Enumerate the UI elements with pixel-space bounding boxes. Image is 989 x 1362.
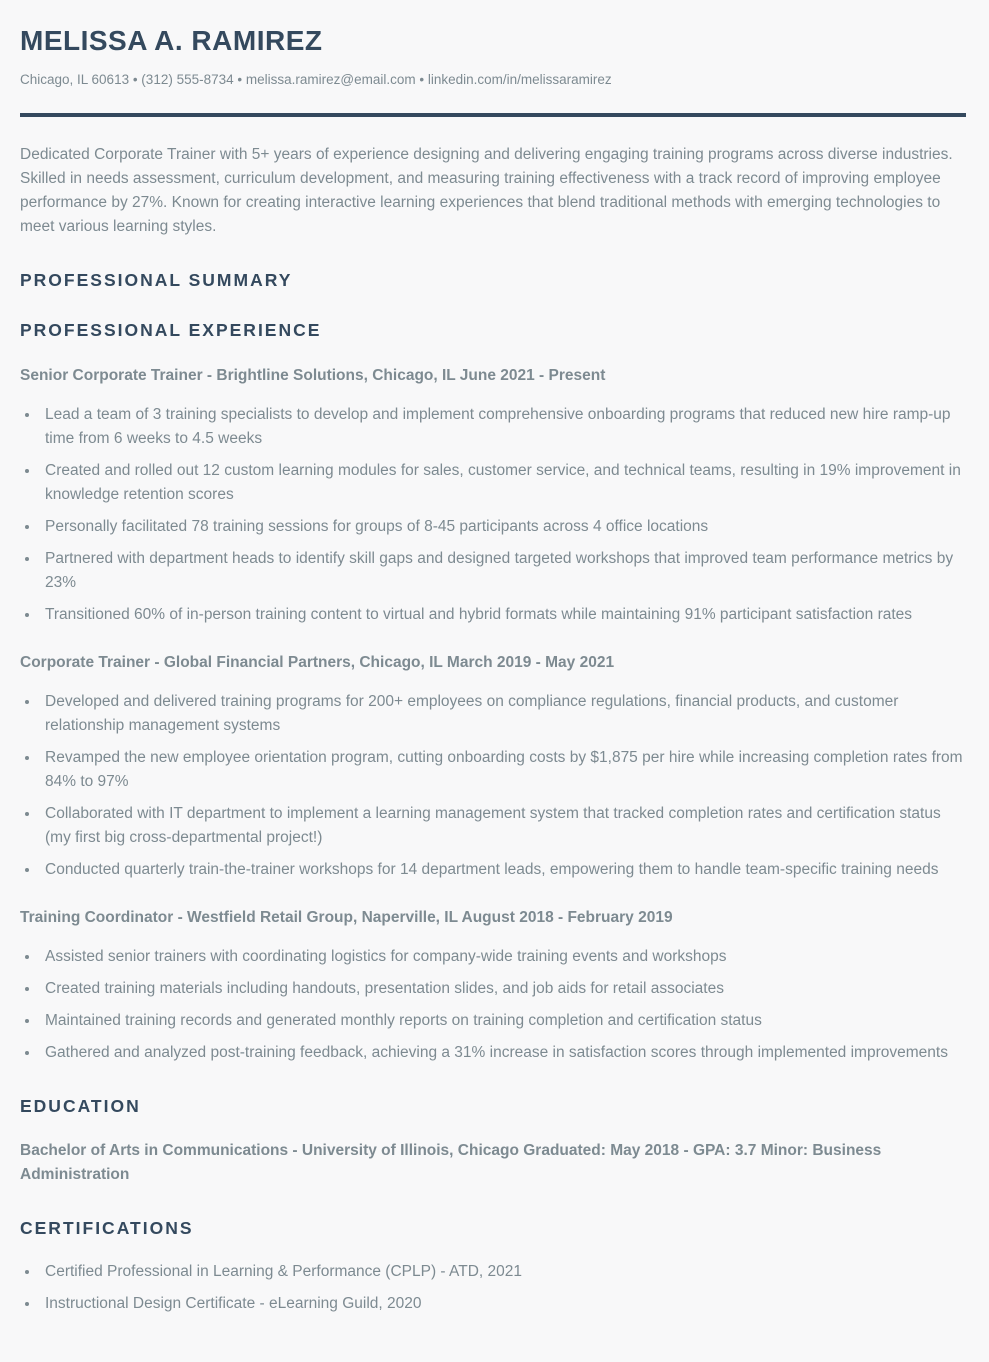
certification-item: • Certified Professional in Learning & Performance (CPLP) - ATD, 2021 [40, 1260, 966, 1284]
section-heading-professional-summary: PROFESSIONAL SUMMARY [20, 269, 293, 290]
section-heading-professional-experience: PROFESSIONAL EXPERIENCE [20, 320, 322, 340]
certification-item: • Instructional Design Certificate - eLearning Guild, 2020 [40, 1292, 966, 1316]
job-bullet: • Conducted quarterly train-the-trainer workshops for 14 department leads, empowering them to handle team-specific training needs [40, 858, 966, 882]
job-title: Corporate Trainer - Global Financial Partners, Chicago, IL March 2019 - May 2021 [20, 653, 615, 671]
certification-list [20, 1260, 966, 1316]
job-entry-2 [20, 652, 966, 882]
education-degree: Bachelor of Arts in Communications - University of Illinois, Chicago Graduated: May 2018 - GPA: 3.7 Minor: Business Administration [20, 1142, 882, 1183]
resume-header [20, 27, 966, 87]
job-bullet-list [20, 690, 966, 882]
contact-info: Chicago, IL 60613 • (312) 555-8734 • melissa.ramirez@email.com • linkedin.com/in/melissaramirez [20, 72, 612, 87]
job-title: Senior Corporate Trainer - Brightline Solutions, Chicago, IL June 2021 - Present [20, 366, 606, 384]
experience-section [20, 365, 966, 1065]
section-heading-education: EDUCATION [20, 1095, 141, 1116]
job-bullet: • Gathered and analyzed post-training feedback, achieving a 31% increase in satisfaction scores through implemented improvements [40, 1041, 966, 1065]
job-bullet: • Transitioned 60% of in-person training content to virtual and hybrid formats while maintaining 91% participant satisfaction rates [40, 603, 966, 627]
job-bullet: • Created training materials including handouts, presentation slides, and job aids for retail associates [40, 977, 966, 1001]
job-title: Training Coordinator - Westfield Retail Group, Naperville, IL August 2018 - February 2019 [20, 908, 673, 926]
job-bullet: • Assisted senior trainers with coordinating logistics for company-wide training events and workshops [40, 945, 966, 969]
section-heading-certifications: CERTIFICATIONS [20, 1218, 194, 1238]
job-bullet: • Personally facilitated 78 training sessions for groups of 8-45 participants across 4 office locations [40, 515, 966, 539]
certifications-section [20, 1220, 966, 1316]
job-bullet: • Created and rolled out 12 custom learning modules for sales, customer service, and technical teams, resulting in 19% improvement in knowledge retention scores [40, 459, 966, 507]
job-bullet-list [20, 945, 966, 1065]
job-bullet: • Lead a team of 3 training specialists to develop and implement comprehensive onboarding programs that reduced new hire ramp-up time from 6 weeks to 4.5 weeks [40, 403, 966, 451]
job-bullet-list [20, 403, 966, 627]
job-entry-1 [20, 365, 966, 627]
job-bullet: • Partnered with department heads to identify skill gaps and designed targeted workshops that improved team performance metrics by 23% [40, 547, 966, 595]
education-section [20, 1095, 966, 1188]
job-bullet: • Maintained training records and generated monthly reports on training completion and certification status [40, 1009, 966, 1033]
header-divider [20, 113, 966, 117]
job-bullet: • Collaborated with IT department to implement a learning management system that tracked completion rates and certification status (my first big cross-departmental project!) [40, 802, 966, 850]
job-bullet: • Revamped the new employee orientation program, cutting onboarding costs by $1,875 per hire while increasing completion rates from 84% to 97% [40, 746, 966, 794]
job-bullet: • Developed and delivered training programs for 200+ employees on compliance regulations, financial products, and customer relationship management systems [40, 690, 966, 738]
summary-paragraph: Dedicated Corporate Trainer with 5+ years of experience designing and delivering engaging training programs across diverse industries. Skilled in needs assessment, curriculum development, and measuring training effectiveness with a track record of improving employee performance by 27%. Known for creating interactive learning experiences that blend traditional methods with emerging technologies to meet various learning styles. [20, 145, 953, 235]
candidate-name: MELISSA A. RAMIREZ [20, 25, 323, 56]
job-entry-3 [20, 907, 966, 1065]
